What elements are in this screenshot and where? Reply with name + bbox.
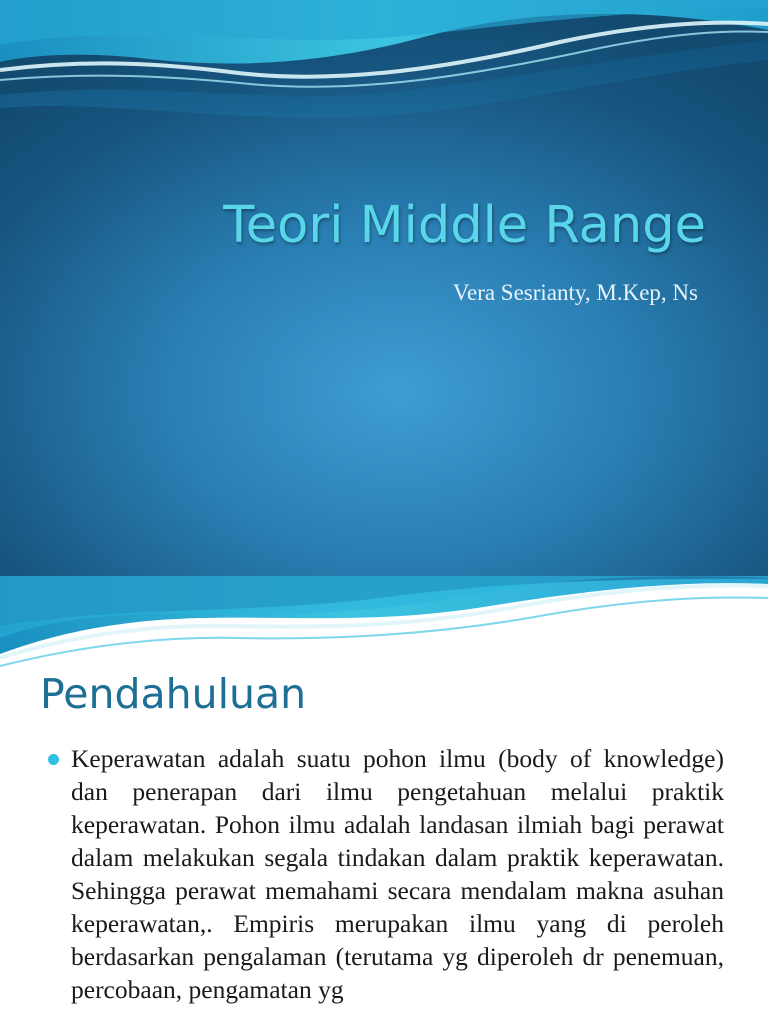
slide-title: Teori Middle Range [223,196,706,255]
bullet-dot-icon [48,754,59,765]
bullet-item [44,742,724,1006]
bullet-text: Keperawatan adalah suatu pohon ilmu (body of knowledge) dan penerapan dari ilmu pengetahuan melalui praktik keperawatan. Pohon ilmu adalah landasan ilmiah bagi perawat dalam melakukan segala tindakan dalam praktik keperawatan. Sehingga perawat memahami secara mendalam makna asuhan keperawatan,. Empiris merupakan ilmu yang di peroleh berdasarkan pengalaman (terutama yg diperoleh dr penemuan, percobaan, pengamatan yg [71,744,724,1004]
slide-subtitle: Vera Sesrianty, M.Kep, Ns [452,280,698,305]
content-slide [0,576,768,1024]
slide-heading: Pendahuluan [40,670,307,718]
